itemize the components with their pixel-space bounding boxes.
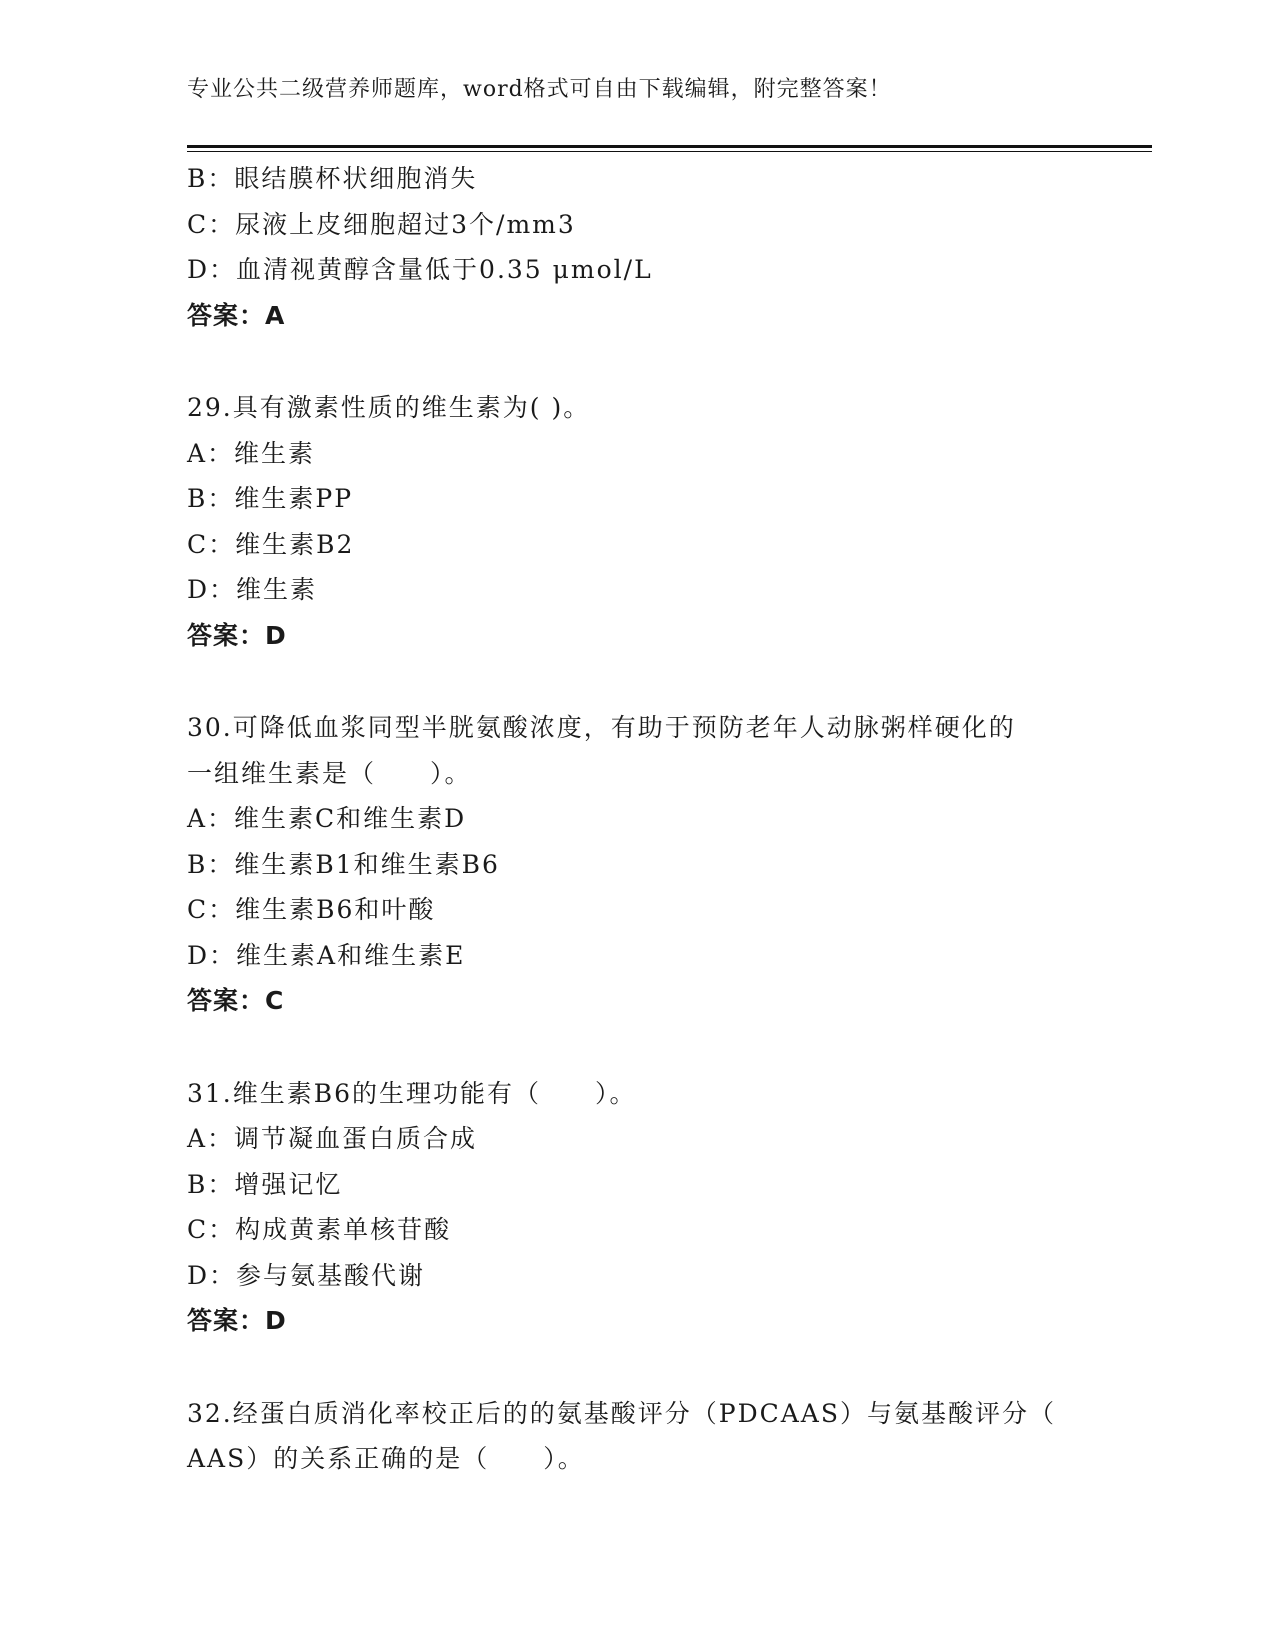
question-block-32 (187, 1391, 1087, 1482)
answer-line: 答案：C (187, 986, 285, 1015)
question-stem: 29.具有激素性质的维生素为( )。 (187, 393, 591, 422)
page-header: 专业公共二级营养师题库，word格式可自由下载编辑，附完整答案！ (187, 77, 892, 102)
option-line: D：维生素A和维生素E (187, 940, 466, 970)
question-block-30 (187, 705, 1087, 1024)
option-line: D：血清视黄醇含量低于0.35 μmol/L (187, 255, 653, 284)
option-line: C：构成黄素单核苷酸 (187, 1215, 452, 1244)
question-stem: 一组维生素是（ ）。 (187, 758, 472, 788)
option-line: B：维生素B1和维生素B6 (187, 849, 500, 879)
option-line: C：维生素B6和叶酸 (187, 895, 436, 924)
option-line: D：维生素 (187, 575, 318, 604)
option-line: B：维生素PP (187, 484, 354, 513)
block-gap (187, 1344, 1087, 1391)
option-line: D：参与氨基酸代谢 (187, 1260, 426, 1290)
header-rule-thick (187, 145, 1152, 148)
question-block-28 (187, 156, 1087, 338)
question-list (187, 156, 1087, 1482)
question-block-29 (187, 385, 1087, 658)
option-line: A：调节凝血蛋白质合成 (187, 1124, 478, 1153)
option-line: A：维生素 (187, 438, 316, 468)
block-gap (187, 338, 1087, 385)
question-block-31 (187, 1071, 1087, 1344)
question-stem: 32.经蛋白质消化率校正后的的氨基酸评分（PDCAAS）与氨基酸评分（ (187, 1398, 1056, 1428)
answer-line: 答案：D (187, 620, 287, 650)
block-gap (187, 658, 1087, 705)
answer-line: 答案：D (187, 1306, 287, 1335)
header-rule-thin (187, 151, 1152, 152)
option-line: C：尿液上皮细胞超过3个/mm3 (187, 209, 576, 239)
answer-line: 答案：A (187, 300, 286, 330)
option-line: B：眼结膜杯状细胞消失 (187, 164, 478, 193)
question-stem: 30.可降低血浆同型半胱氨酸浓度，有助于预防老年人动脉粥样硬化的 (187, 713, 1016, 742)
question-stem: 31.维生素B6的生理功能有（ ）。 (187, 1078, 637, 1108)
option-line: A：维生素C和维生素D (187, 804, 467, 833)
question-stem: AAS）的关系正确的是（ ）。 (187, 1444, 585, 1473)
option-line: B：增强记忆 (187, 1169, 343, 1199)
block-gap (187, 1024, 1087, 1071)
option-line: C：维生素B2 (187, 529, 355, 559)
